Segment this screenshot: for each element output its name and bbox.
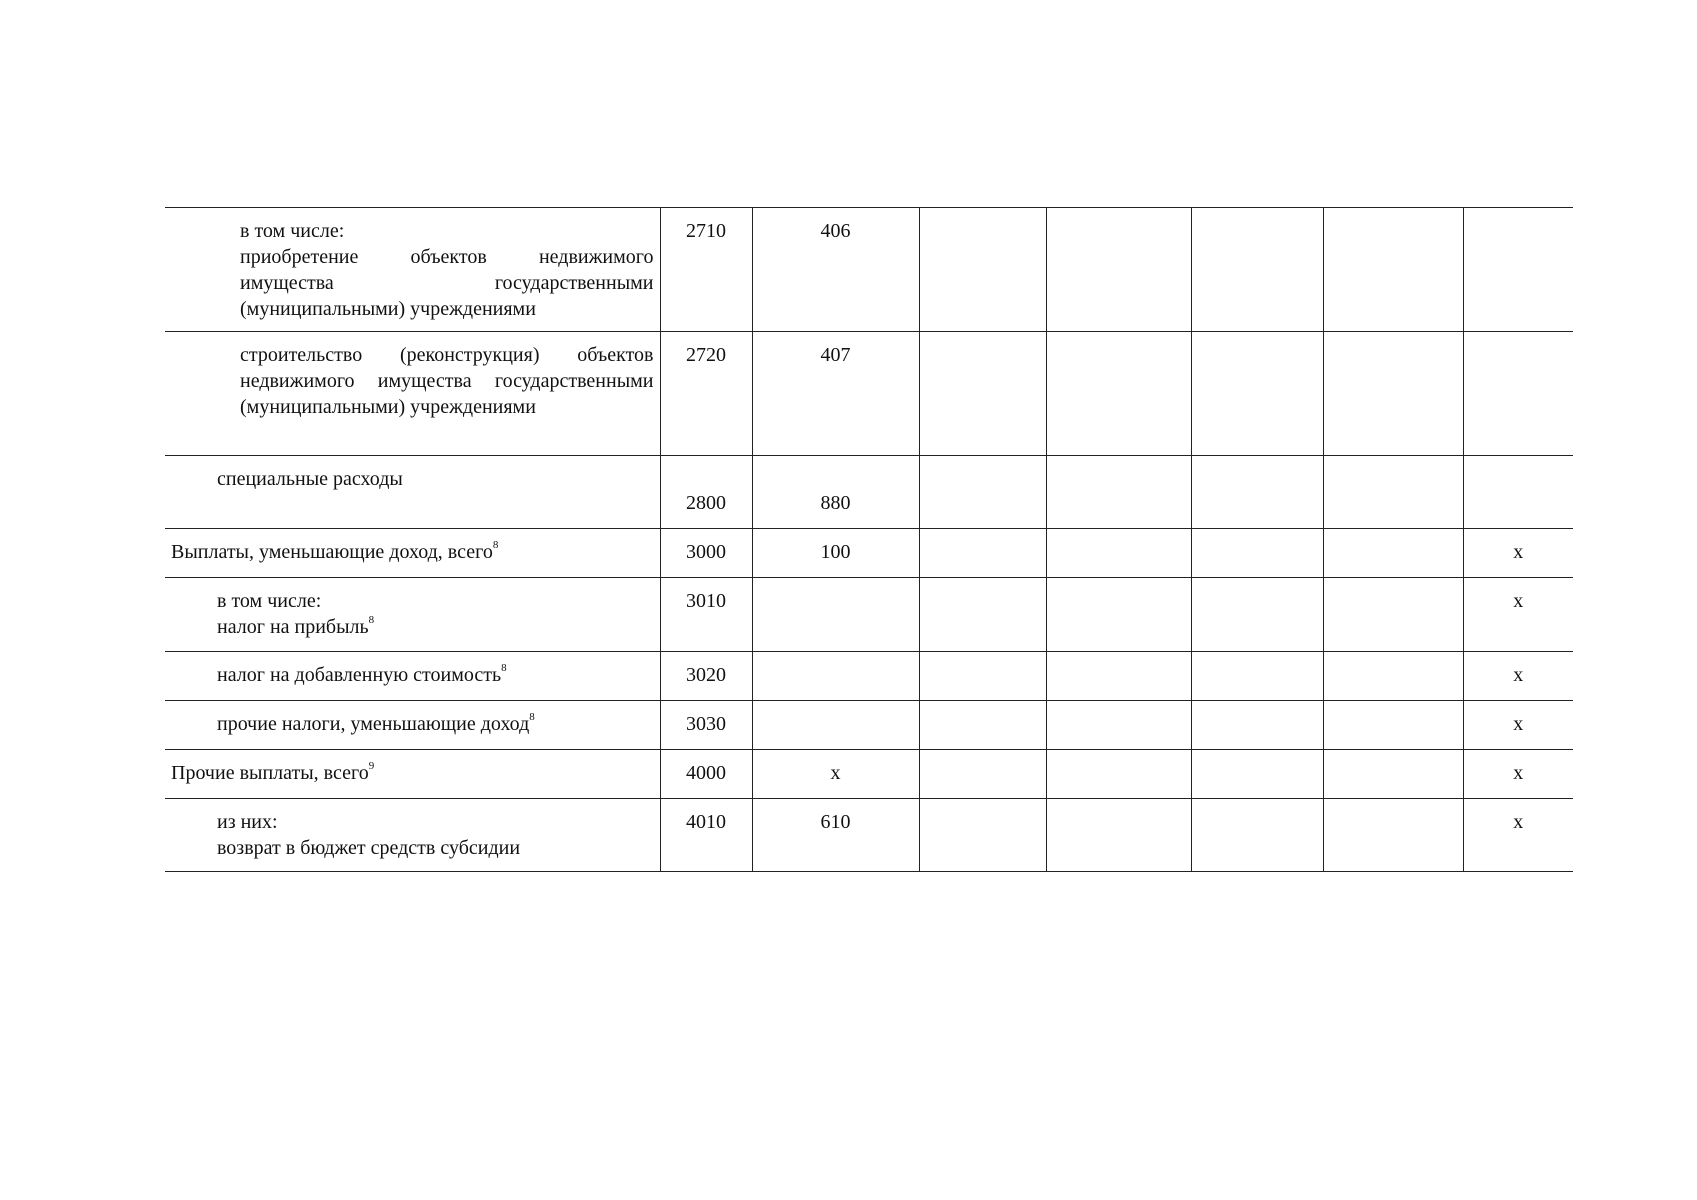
- row-label-main: налог на добавленную стоимость: [217, 664, 502, 686]
- row-col-3: [1191, 799, 1323, 872]
- row-label: [165, 208, 660, 332]
- table-row: [165, 701, 1573, 750]
- row-kbk: 406: [752, 208, 919, 332]
- row-code: 2720: [660, 332, 752, 456]
- row-label-main: строительство (реконструкция) объектов недвижимого имущества государственными (муниципальными) учреждениями: [240, 344, 654, 418]
- row-code: 2710: [660, 208, 752, 332]
- table-row: [165, 578, 1573, 652]
- row-col-1: [919, 456, 1046, 529]
- row-label-main: прочие налоги, уменьшающие доход: [217, 713, 530, 735]
- table-row: [165, 332, 1573, 456]
- row-col-3: [1191, 529, 1323, 578]
- row-label: [165, 332, 660, 456]
- row-label: [165, 750, 660, 799]
- table-row: [165, 529, 1573, 578]
- row-col-5: [1463, 208, 1573, 332]
- footnote-mark: 9: [368, 760, 375, 773]
- row-kbk: x: [752, 750, 919, 799]
- row-col-2: [1046, 750, 1191, 799]
- row-col-1: [919, 529, 1046, 578]
- row-col-1: [919, 578, 1046, 652]
- row-label-main: Прочие выплаты, всего: [171, 762, 369, 784]
- row-col-5: [1463, 456, 1573, 529]
- table-row: [165, 799, 1573, 872]
- financial-table: [165, 207, 1573, 872]
- row-label-main: специальные расходы: [217, 468, 403, 490]
- row-label-main: приобретение объектов недвижимого имущества государственными (муниципальными) учреждениями: [240, 246, 654, 320]
- row-col-3: [1191, 208, 1323, 332]
- row-kbk: [752, 652, 919, 701]
- row-label: [165, 799, 660, 872]
- row-code: 3000: [660, 529, 752, 578]
- row-col-3: [1191, 652, 1323, 701]
- row-col-4: [1323, 750, 1463, 799]
- row-label: [165, 529, 660, 578]
- row-col-3: [1191, 701, 1323, 750]
- row-col-5: x: [1463, 750, 1573, 799]
- row-col-1: [919, 799, 1046, 872]
- row-col-5: x: [1463, 652, 1573, 701]
- footnote-mark: 8: [492, 539, 499, 552]
- row-code: 3010: [660, 578, 752, 652]
- row-col-4: [1323, 529, 1463, 578]
- row-col-1: [919, 208, 1046, 332]
- row-code: 2800: [660, 456, 752, 529]
- footnote-mark: 8: [368, 614, 375, 627]
- table-row: [165, 750, 1573, 799]
- row-col-1: [919, 701, 1046, 750]
- table-row: [165, 652, 1573, 701]
- row-label-main: возврат в бюджет средств субсидии: [217, 837, 521, 859]
- row-col-5: x: [1463, 799, 1573, 872]
- row-label-prefix: в том числе:: [217, 590, 322, 612]
- row-col-1: [919, 332, 1046, 456]
- footnote-mark: 8: [501, 662, 507, 675]
- row-kbk: 880: [752, 456, 919, 529]
- row-label: [165, 652, 660, 701]
- row-col-1: [919, 750, 1046, 799]
- row-kbk: [752, 701, 919, 750]
- row-code: 3020: [660, 652, 752, 701]
- row-col-2: [1046, 456, 1191, 529]
- row-col-3: [1191, 750, 1323, 799]
- row-code: 4000: [660, 750, 752, 799]
- row-col-5: x: [1463, 578, 1573, 652]
- row-label: [165, 456, 660, 529]
- row-label-main: Выплаты, уменьшающие доход, всего: [171, 541, 493, 563]
- row-col-3: [1191, 578, 1323, 652]
- row-col-1: [919, 652, 1046, 701]
- row-label-prefix: в том числе:: [240, 220, 345, 242]
- row-kbk: [752, 578, 919, 652]
- row-col-4: [1323, 332, 1463, 456]
- row-col-4: [1323, 578, 1463, 652]
- row-code: 3030: [660, 701, 752, 750]
- row-col-3: [1191, 456, 1323, 529]
- row-col-2: [1046, 529, 1191, 578]
- footnote-mark: 8: [529, 711, 535, 724]
- row-col-5: x: [1463, 529, 1573, 578]
- row-col-4: [1323, 701, 1463, 750]
- row-col-4: [1323, 456, 1463, 529]
- row-code: 4010: [660, 799, 752, 872]
- row-col-4: [1323, 799, 1463, 872]
- row-label: [165, 578, 660, 652]
- table-row: [165, 208, 1573, 332]
- row-label-prefix: из них:: [217, 811, 278, 833]
- row-col-3: [1191, 332, 1323, 456]
- row-col-4: [1323, 208, 1463, 332]
- row-col-2: [1046, 208, 1191, 332]
- row-col-2: [1046, 332, 1191, 456]
- row-label: [165, 701, 660, 750]
- table-row: [165, 456, 1573, 529]
- row-col-5: x: [1463, 701, 1573, 750]
- row-col-5: [1463, 332, 1573, 456]
- row-col-4: [1323, 652, 1463, 701]
- row-col-2: [1046, 578, 1191, 652]
- row-col-2: [1046, 701, 1191, 750]
- row-kbk: 407: [752, 332, 919, 456]
- row-col-2: [1046, 799, 1191, 872]
- row-kbk: 610: [752, 799, 919, 872]
- row-kbk: 100: [752, 529, 919, 578]
- row-label-main: налог на прибыль: [217, 616, 369, 638]
- row-col-2: [1046, 652, 1191, 701]
